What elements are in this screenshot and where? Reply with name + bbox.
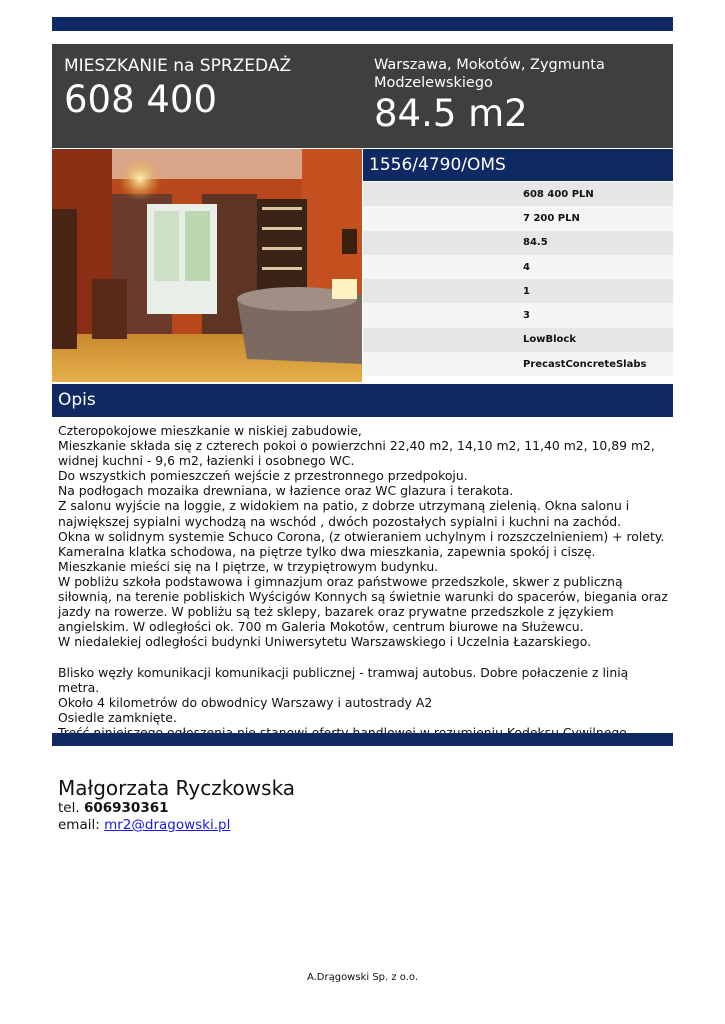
detail-price-per-m2: 7 200 PLN — [523, 212, 580, 224]
description-line: Okna w solidnym systemie Schuco Corona, (z otwieraniem uchylnym i rozszczelnieniem) + rolety. — [58, 528, 665, 544]
description-gap — [58, 649, 670, 664]
description-line: Blisko węzły komunikacji komunikacji publicznej - tramwaj autobus. Dobre połaczenie z linią metra. — [58, 664, 629, 695]
details-row — [363, 303, 673, 327]
description-line: angielskim. W odległości ok. 700 m Galeria Mokotów, centrum biurowe na Służewcu. — [58, 619, 584, 635]
detail-floors-total: 3 — [523, 310, 530, 322]
description-line: Kameralna klatka schodowa, na piętrze tylko dwa mieszkania, zapewnia spokój i ciszę. — [58, 543, 596, 559]
description-line: Mieszkanie mieści się na I piętrze, w trzypiętrowym budynku. — [58, 558, 439, 574]
detail-floor: 1 — [523, 285, 530, 297]
bottom-accent-bar — [52, 733, 673, 746]
details-table — [363, 182, 673, 376]
description-line: widnej kuchni - 9,6 m2, łazienki i osobnego WC. — [58, 453, 355, 469]
detail-construction: PrecastConcreteSlabs — [523, 358, 647, 370]
agent-phone-line — [58, 800, 558, 817]
description-line: Mieszkanie składa się z czterech pokoi o powierzchni 22,40 m2, 14,10 m2, 11,40 m2, 10,89 m2, — [58, 438, 655, 454]
description-line: Z salonu wyjście na loggie, z widokiem na patio, z dobrze utrzymaną zielenią. Okna salonu i — [58, 498, 630, 514]
details-row — [363, 255, 673, 279]
details-row — [363, 279, 673, 303]
agent-email-link[interactable]: mr2@dragowski.pl — [104, 817, 231, 833]
description-line: Do wszystkich pomieszczeń wejście z przestronnego przedpokoju. — [58, 468, 468, 484]
listing-price: 608 400 — [64, 78, 218, 121]
header-right — [374, 56, 664, 136]
email-label: email: — [58, 817, 100, 833]
details-row — [363, 231, 673, 255]
agent-contact — [58, 776, 558, 834]
description-heading: Opis — [52, 384, 673, 417]
reference-number: 1556/4790/OMS — [363, 149, 673, 181]
details-row — [363, 182, 673, 206]
details-row — [363, 206, 673, 230]
description-text — [58, 423, 670, 740]
description-line: siłownią, na terenie pobliskich Wyścigów Konnych są świetnie warunki do spacerów, biegania oraz — [58, 589, 668, 605]
listing-header — [52, 44, 673, 148]
header-left — [64, 56, 354, 122]
listing-location: Warszawa, Mokotów, Zygmunta Modzelewskiego — [374, 57, 605, 91]
apartment-photo — [52, 149, 362, 382]
details-row — [363, 352, 673, 376]
description-line: Na podłogach mozaika drewniana, w łazience oraz WC glazura i terakota. — [58, 483, 514, 499]
detail-area: 84.5 — [523, 237, 548, 249]
listing-area: 84.5 m2 — [374, 92, 528, 135]
details-row — [363, 328, 673, 352]
top-accent-bar — [52, 17, 673, 31]
description-line: Osiedle zamknięte. — [58, 709, 177, 725]
agent-phone[interactable]: 606930361 — [83, 800, 169, 816]
description-line: jazdy na rowerze. W pobliżu są też sklepy, bazarek oraz prywatne przedszkole z językiem — [58, 604, 614, 620]
description-line: W niedalekiej odległości budynki Uniwersytetu Warszawskiego i Uczelnia Łazarskiego. — [58, 634, 592, 650]
detail-price: 608 400 PLN — [523, 188, 594, 200]
description-line: Czteropokojowe mieszkanie w niskiej zabudowie, — [58, 423, 362, 438]
description-line: W pobliżu szkoła podstawowa i gimnazjum oraz państwowe przedszkole, skwer z publiczną — [58, 573, 623, 589]
phone-label: tel. — [58, 800, 80, 816]
listing-type: MIESZKANIE na SPRZEDAŻ — [64, 56, 292, 76]
detail-rooms: 4 — [523, 261, 530, 273]
agent-email-line — [58, 817, 558, 834]
description-line: Około 4 kilometrów do obwodnicy Warszawy i autostrady A2 — [58, 694, 433, 710]
description-line: największej sypialni wychodzą na wschód , dwóch pozostałych sypialni i kuchni na zachód. — [58, 513, 622, 529]
company-footer: A.Drągowski Sp. z o.o. — [306, 972, 419, 983]
detail-building-type: LowBlock — [523, 334, 576, 346]
agent-name: Małgorzata Ryczkowska — [58, 776, 296, 800]
